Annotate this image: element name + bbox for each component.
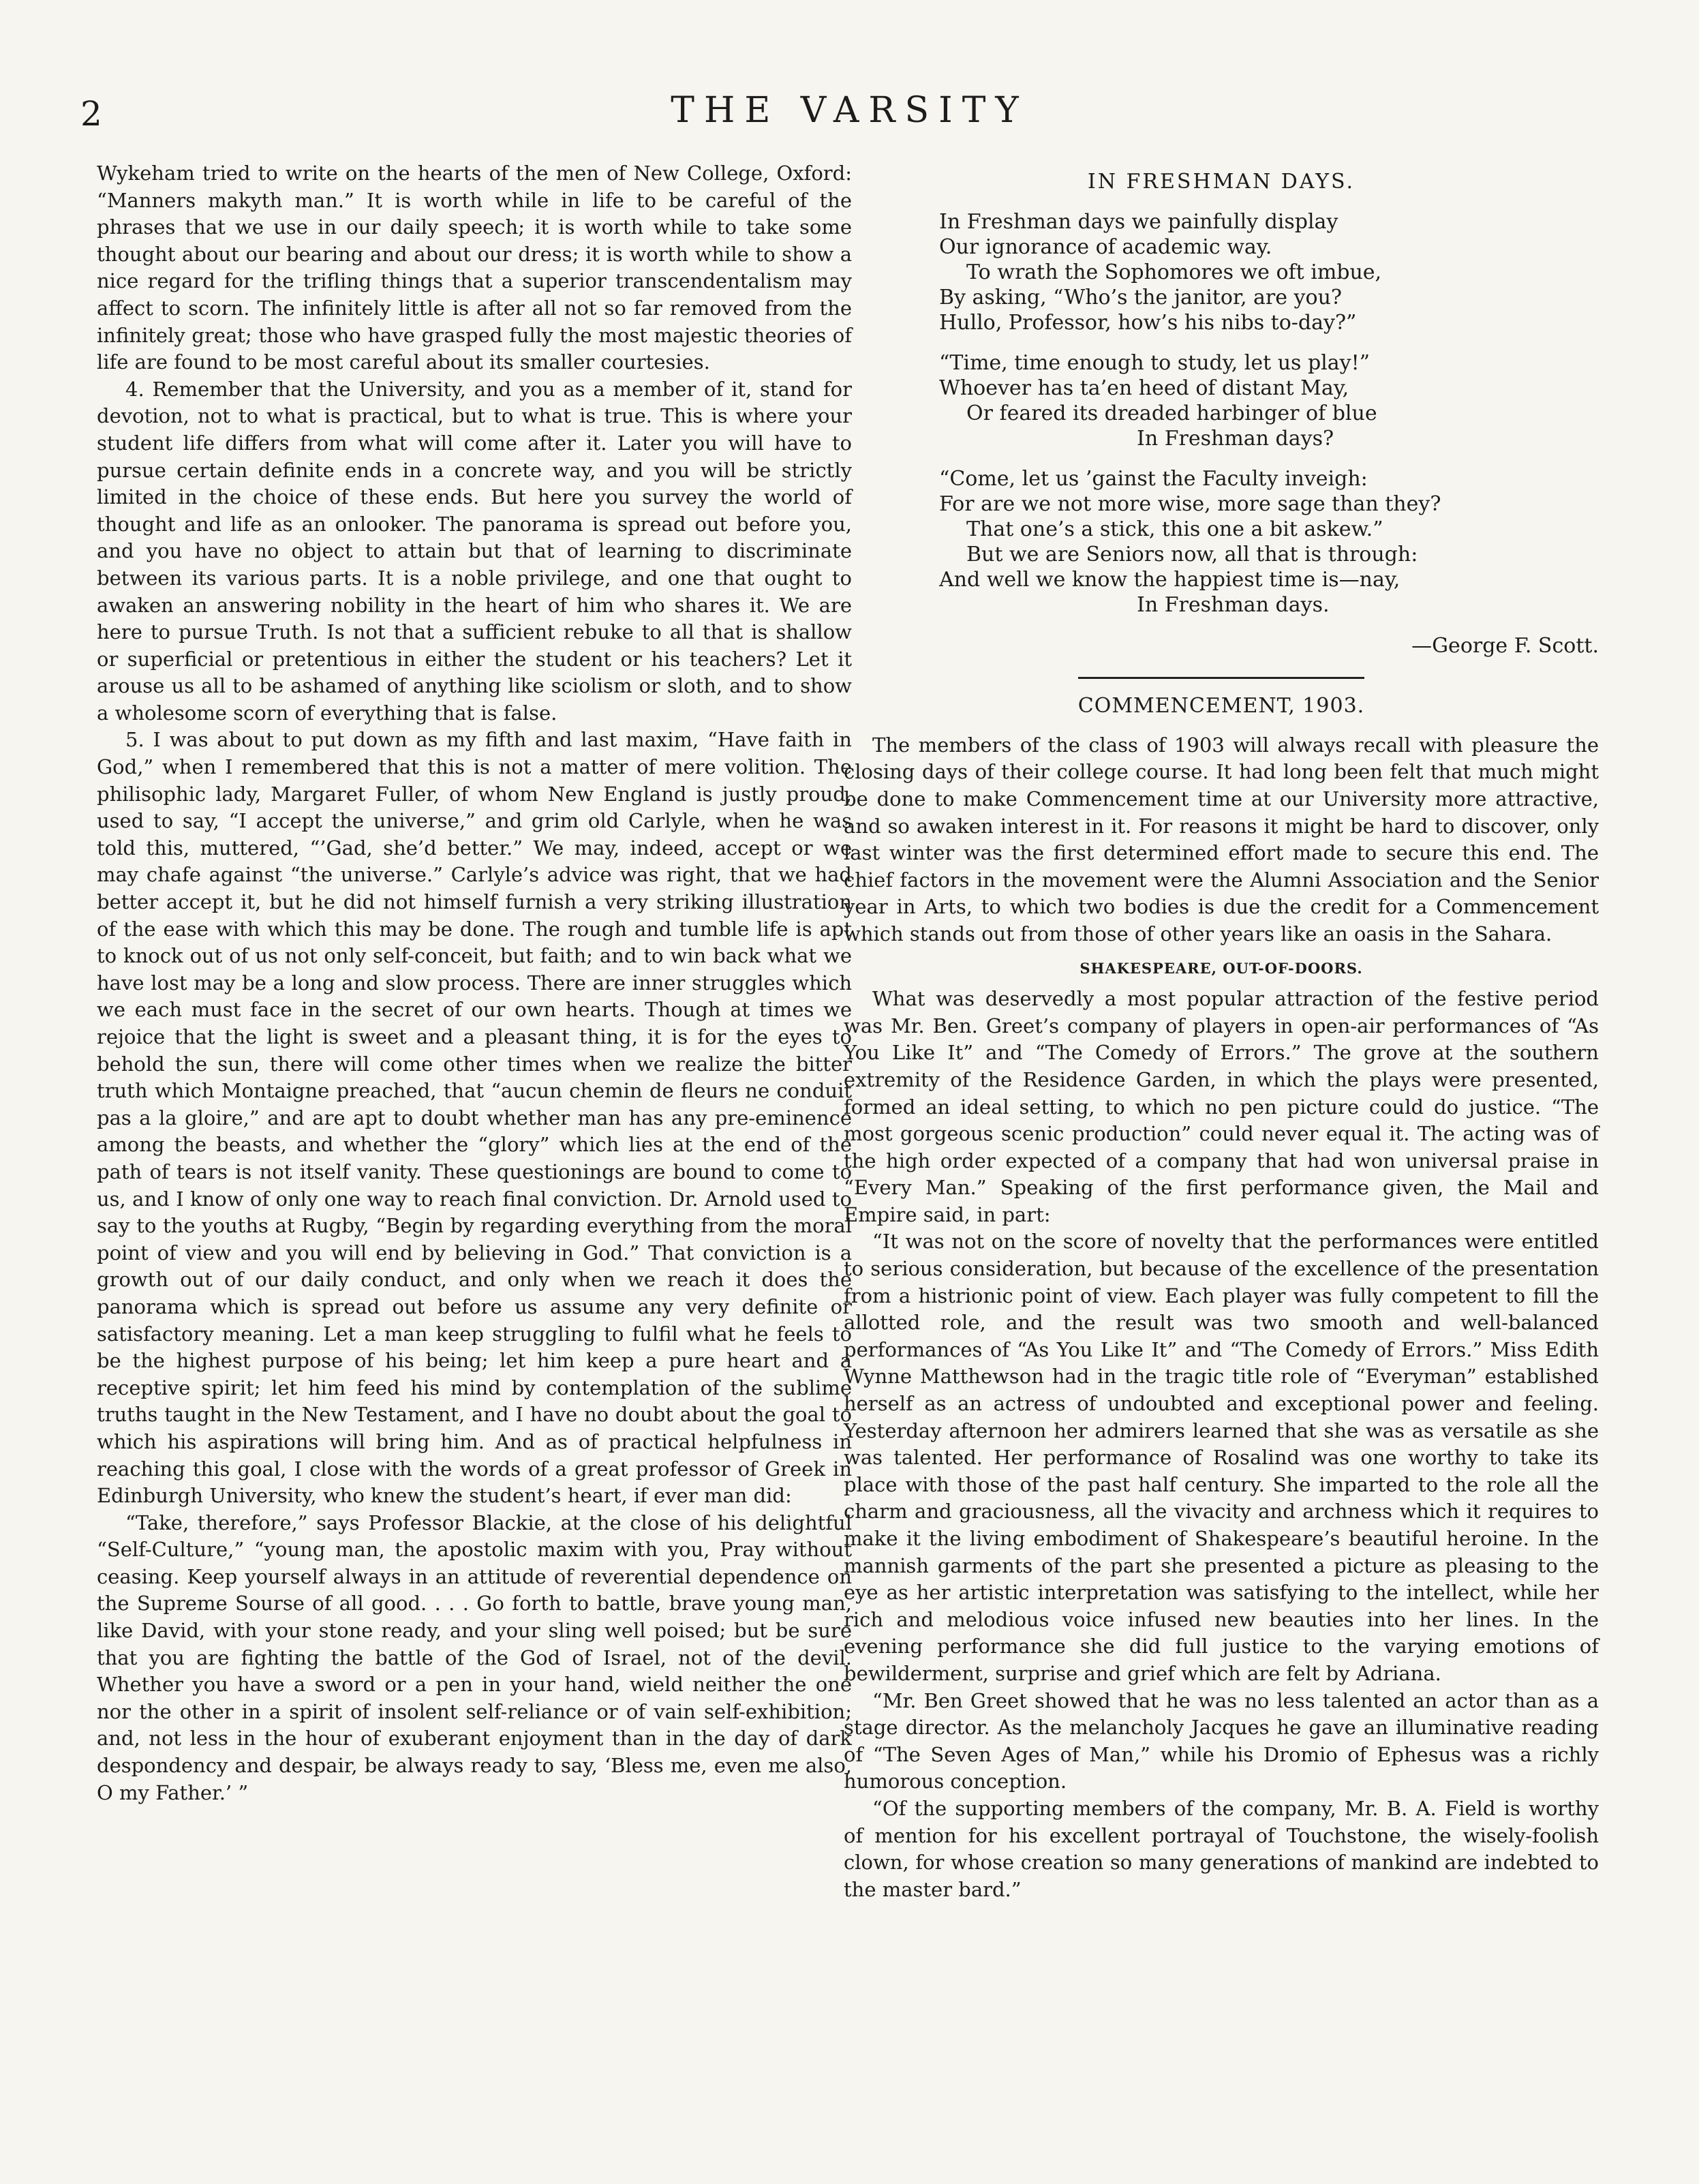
poem-line: Our ignorance of academic way. xyxy=(939,234,1272,259)
paragraph-greet-company: What was deservedly a most popular attraction of the festive period was Mr. Ben. Greet’s company of players in open-air performances of “As You Like It” and “The Comedy of Errors.” The grove at the southern extremity of the Residence Garden, in which the plays were presented, formed an ideal setting, to which no pen picture could do justice. “The most gorgeous scenic production” could never equal it. The acting was of the high order expected of a company that had won universal praise in “Every Man.” Speaking of the first performance given, the Mail and Empire said, in part: xyxy=(844,987,1599,1226)
poem-line: Hullo, Professor, how’s his nibs to-day?” xyxy=(939,310,1357,335)
poem-line: Or feared its dreaded harbinger of blue xyxy=(966,401,1377,425)
poem-line: That one’s a stick, this one a bit askew.” xyxy=(966,517,1383,541)
masthead-title: THE VARSITY xyxy=(671,90,1028,131)
commencement-title: COMMENCEMENT, 1903. xyxy=(1077,694,1365,718)
paragraph-ben-greet: “Mr. Ben Greet showed that he was no less talented an actor than as a stage director. As the melancholy Jacques he gave an illuminative reading of “The Seven Ages of Man,” while his Dromio of Ephesus was a richly humorous conception. xyxy=(844,1688,1599,1793)
paragraph-maxim-5: 5. I was about to put down as my fifth and last maxim, “Have faith in God,” when I remembered that this is not a matter of mere volition. The philisophic lady, Margaret Fuller, of whom New England is justly proud, used to say, “I accept the universe,” and grim old Carlyle, when he was told this, muttered, “’Gad, she’d better.” We may, indeed, accept or we may chafe against “the universe.” Carlyle’s advice was right, that we had better accept it, but he did not himself furnish a very striking illustration of the ease with which this may be done. The rough and tumble life is apt to knock out of us not only self-conceit, but faith; and to win back what we have lost may be a long and slow process. There are inner struggles which we each must face in the secret of our own hearts. Though at times we rejoice that the light is sweet and a pleasant thing, it is for the eyes to behold the sun, there will come other times when we realize the bitter truth which Montaigne preached, that “aucun chemin de fleurs ne conduit pas a la gloire,” and are apt to doubt whether man has any pre-eminence among the beasts, and whether the “glory” which lies at the end of the path of tears is not itself vanity. These questionings are bound to come to us, and I know of only one way to reach final conviction. Dr. Arnold used to say to the youths at Rugby, “Begin by regarding everything from the moral point of view and you will end by believing in God.” That conviction is a growth out of our daily conduct, and only when we reach it does the panorama which is spread out before us assume any very definite or satisfactory meaning. Let a man keep struggling to fulfil what he feels to be the highest purpose of his being; let him keep a pure heart and a receptive spirit; let him feed his mind by contemplation of the sublime truths taught in the New Testament, and I have no doubt about the goal to which his aspirations will bring him. And as of practical helpfulness in reaching this goal, I close with the words of a great professor of Greek in Edinburgh University, who knew the student’s heart, if ever man did: xyxy=(97,728,852,1508)
right-column xyxy=(844,160,1599,1903)
paragraph-wykeham: Wykeham tried to write on the hearts of the men of New College, Oxford: “Manners makyth man.” It is worth while in life to be careful of the phrases that we use in our daily speech; it is worth while to take some thought about our bearing and about our dress; it is worth while to show a nice regard for the trifling things that a superior transcendentalism may affect to scorn. The infinitely little is after all not so far removed from the infinitely great; those who have grasped fully the most majestic theories of life are found to be most careful about its smaller courtesies. xyxy=(97,162,852,374)
poem-line: “Come, let us ’gainst the Faculty inveigh: xyxy=(939,466,1368,491)
poem-line: Whoever has ta’en heed of distant May, xyxy=(939,376,1349,400)
poem-line: In Freshman days we painfully display xyxy=(939,209,1338,234)
paragraph-supporting-members: “Of the supporting members of the company, Mr. B. A. Field is worthy of mention for his excellent portrayal of Touchstone, the wisely-foolish clown, for whose creation so many generations of mankind are indebted to the master bard.” xyxy=(844,1796,1599,1901)
poem-line: For are we not more wise, more sage than they? xyxy=(939,491,1441,516)
poem-line: In Freshman days. xyxy=(1137,592,1330,617)
poem-stanza xyxy=(939,350,1599,451)
poem-line: “Time, time enough to study, let us play!” xyxy=(939,350,1371,375)
section-divider xyxy=(1078,677,1364,679)
poem-stanza xyxy=(939,209,1599,335)
poem-line: By asking, “Who’s the janitor, are you? xyxy=(939,285,1342,309)
poem-line: And well we know the happiest time is—nay, xyxy=(939,567,1400,592)
paragraph-mail-empire-quote: “It was not on the score of novelty that the performances were entitled to serious consideration, but because of the excellence of the presentation from a histrionic point of view. Each player was fully competent to fill the allotted role, and the result was two smooth and well-balanced performances of “As You Like It” and “The Comedy of Errors.” Miss Edith Wynne Matthewson had in the tragic title role of “Everyman” established herself as an actress of undoubted and exceptional power and feeling. Yesterday afternoon her admirers learned that she was as versatile as she was talented. Her performance of Rosalind was one worthy to take its place with those of the past half century. She imparted to the role all the charm and graciousness, all the vivacity and archness which it requires to make it the living embodiment of Shakespeare’s beautiful heroine. In the mannish garments of the part she presented a picture as pleasing to the eye as her artistic interpretation was satisfying to the intellect, while her rich and melodious voice infused new beauties into her lines. In the evening performance she did full justice to the varying emotions of bewilderment, surprise and grief which are felt by Adriana. xyxy=(844,1230,1599,1685)
poem-line: To wrath the Sophomores we oft imbue, xyxy=(966,260,1382,284)
left-column xyxy=(97,160,852,1806)
page-number: 2 xyxy=(80,94,102,134)
poem-line: In Freshman days? xyxy=(1137,426,1334,451)
paragraph-blackie-quote: “Take, therefore,” says Professor Blackie, at the close of his delightful “Self-Culture,” “young man, the apostolic maxim with you, Pray without ceasing. Keep yourself always in an attitude of reverential dependence on the Supreme Sourse of all good. . . . Go forth to battle, brave young man, like David, with your stone ready, and your sling well poised; but be sure that you are fighting the battle of the God of Israel, not of the devil. Whether you have a sword or a pen in your hand, wield neither the one nor the other in a spirit of insolent self-reliance or of vain self-exhibition; and, not less in the hour of exuberant enjoyment than in the day of dark despondency and despair, be always ready to say, ‘Bless me, even me also, O my Father.’ ” xyxy=(97,1511,852,1804)
paragraph-maxim-4: 4. Remember that the University, and you as a member of it, stand for devotion, not to what is practical, but to what is true. This is where your student life differs from what will come after it. Later you will have to pursue certain definite ends in a concrete way, and you will be strictly limited in the choice of these ends. But here you survey the world of thought and life as an onlooker. The panorama is spread out before you, and you have no object to attain but that of learning to discriminate between its various parts. It is a noble privilege, and one that ought to awaken an answering nobility in the heart of him who shares it. We are here to pursue Truth. Is not that a sufficient rebuke to all that is shallow or superficial or pretentious in either the student or his teachers? Let it arouse us all to be ashamed of anything like sciolism or sloth, and to show a wholesome scorn of everything that is false. xyxy=(97,377,852,725)
poem-line: But we are Seniors now, all that is through: xyxy=(966,542,1418,566)
poem-attribution: —George F. Scott. xyxy=(1411,633,1599,658)
poem-title: IN FRESHMAN DAYS. xyxy=(1087,170,1356,194)
poem-stanza xyxy=(939,466,1599,618)
shakespeare-subheading: SHAKESPEARE, OUT-OF-DOORS. xyxy=(1080,959,1363,977)
commencement-intro: The members of the class of 1903 will always recall with pleasure the closing days of their college course. It had long been felt that much might be done to make Commencement time at our University more attractive, and so awaken interest in it. For reasons it might be hard to discover, only last winter was the first determined effort made to secure this end. The chief factors in the movement were the Alumni Association and the Senior year in Arts, to which two bodies is due the credit for a Commencement which stands out from those of other years like an oasis in the Sahara. xyxy=(844,733,1599,945)
